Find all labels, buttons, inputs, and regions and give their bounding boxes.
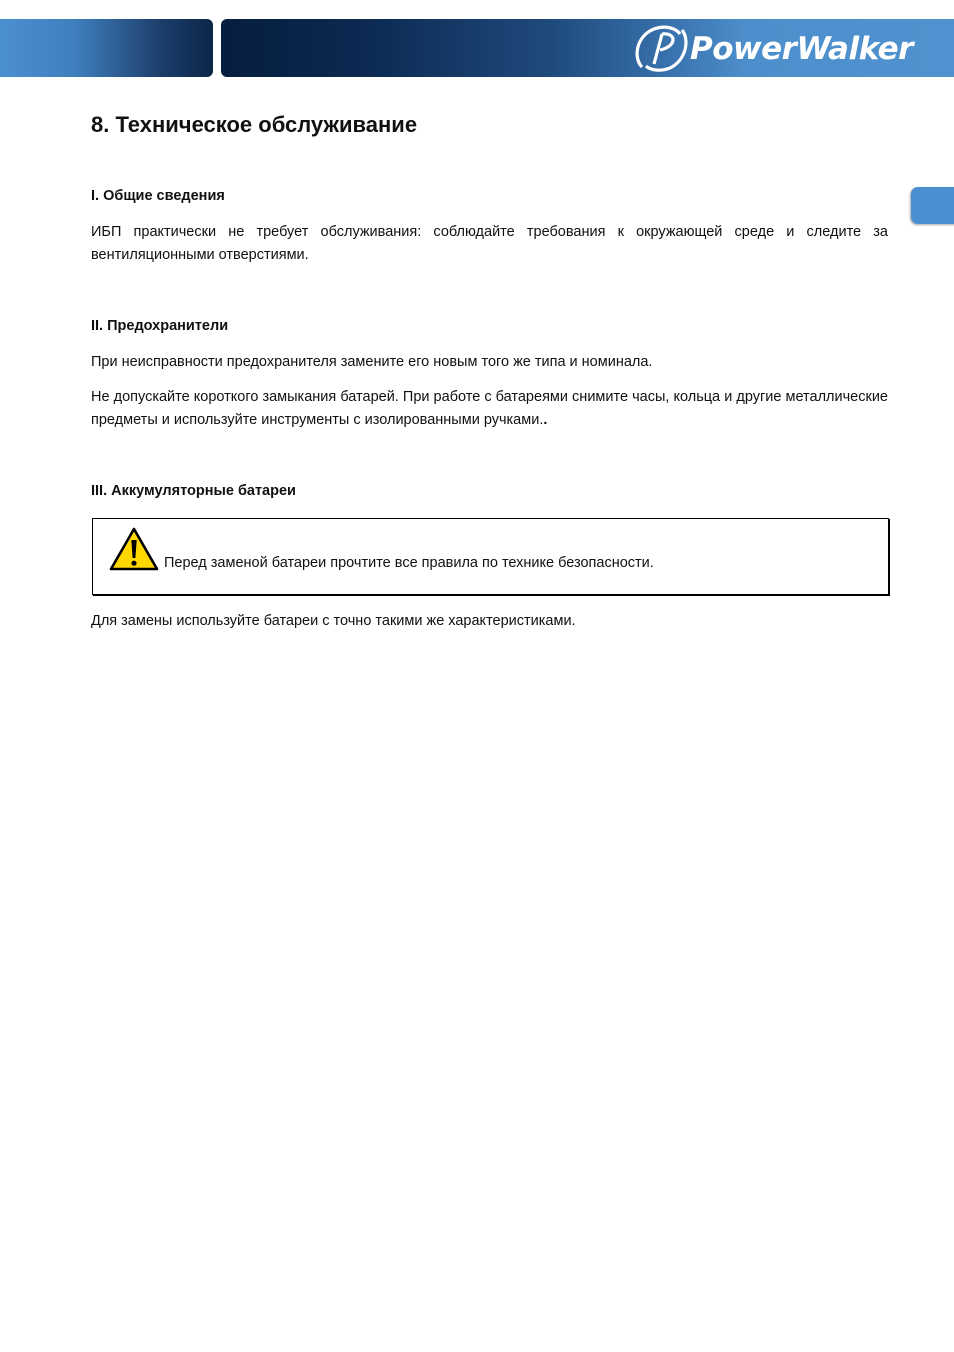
paragraph-short-circuit	[91, 386, 888, 432]
paragraph-fuse-replacement: При неисправности предохранителя замените его новым того же типа и номинала.	[91, 354, 653, 370]
svg-text:PowerWalker: PowerWalker	[690, 31, 913, 67]
side-tab	[911, 187, 954, 224]
paragraph-general: ИБП практически не требует обслуживания: соблюдайте требования к окружающей среде и следите за вентиляционными отверстиями.	[91, 224, 888, 263]
powerwalker-logo	[632, 22, 944, 74]
section-heading-general: I. Общие сведения	[91, 188, 225, 204]
header-band-left	[0, 19, 213, 77]
warning-text: Перед заменой батареи прочтите все правила по технике безопасности.	[164, 555, 654, 571]
warning-triangle-icon	[109, 527, 159, 571]
paragraph-short-circuit-text: Не допускайте короткого замыкания батарей. При работе с батареями снимите часы, кольца и другие металлические предметы и используйте инструменты с изолированными ручками.	[91, 389, 888, 428]
paragraph-short-circuit-end-mark: .	[543, 412, 548, 428]
page-title: 8. Техническое обслуживание	[91, 112, 418, 137]
paragraph-battery-replacement: Для замены используйте батареи с точно такими же характеристиками.	[91, 613, 576, 629]
warning-box	[92, 518, 889, 595]
section-heading-fuses: II. Предохранители	[91, 318, 229, 334]
section-heading-batteries: III. Аккумуляторные батареи	[91, 483, 296, 499]
